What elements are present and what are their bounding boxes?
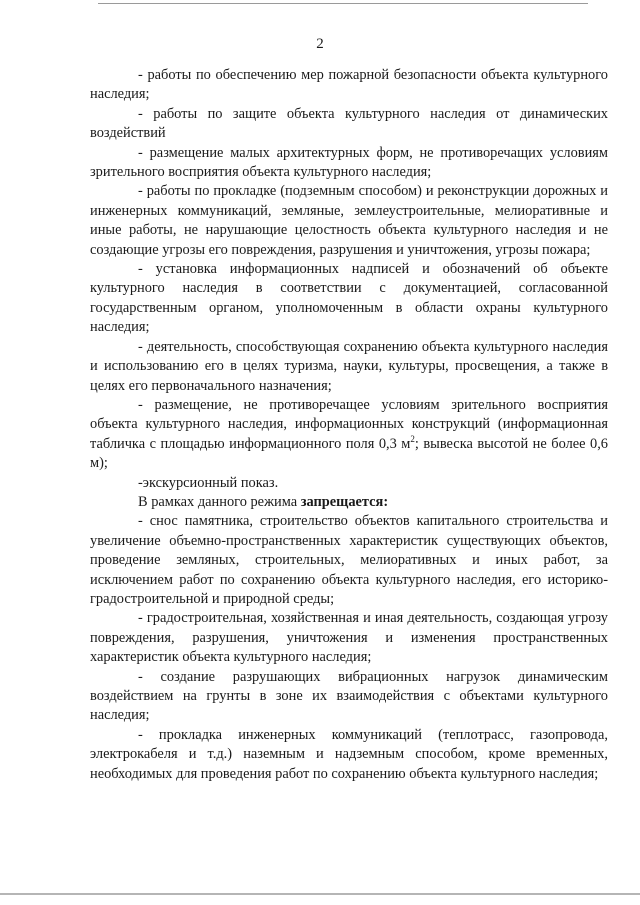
list-item: - деятельность, способствующая сохранению объекта культурного наследия и использованию его в целях туризма, науки, культуры, просвещения, а также в целях его первоначального назначения; — [90, 338, 608, 394]
prohibited-item: - создание разрушающих вибрационных нагрузок динамическим воздействием на грунты в зоне их взаимодействия с объектами культурного наследия; — [90, 668, 608, 724]
list-item: - установка информационных надписей и обозначений об объекте культурного наследия в соответствии с документацией, согласованной государственным органом, уполномоченным в области охраны культурного наследия; — [90, 261, 608, 336]
prohibited-item: - снос памятника, строительство объектов капитального строительства и увеличение объемно-пространственных характеристик существующих объектов, проведение земляных, строительных, мелиоративных и иных работ, за исключением работ по сохранению объекта культурного наследия, его историко-градостроительной и природной среды; — [90, 513, 608, 607]
prohibited-item: - прокладка инженерных коммуникаций (теплотрасс, газопровода, электрокабеля и т.д.) наземным и надземным способом, кроме временных, необходимых для проведения работ по сохранению объекта культурного наследия; — [90, 726, 608, 782]
top-scan-edge — [98, 3, 588, 4]
prohibited-lead: В рамках данного режима — [138, 493, 301, 510]
page-number: 2 — [316, 36, 324, 52]
document-body — [90, 66, 608, 784]
list-item: - работы по обеспечению мер пожарной безопасности объекта культурного наследия; — [90, 67, 608, 103]
list-item: - работы по прокладке (подземным способом) и реконструкции дорожных и инженерных коммуникаций, земляные, землеустроительные, мелиоративные и иные работы, не нарушающие целостность объекта культурного наследия и не создающие угрозы его повреждения, разрушения и уничтожения, угрозы пожара; — [90, 183, 608, 258]
sign-text-after: ; вывеска высотой не более 0,6 м); — [90, 435, 608, 472]
sign-text-before: - размещение, не противоречащее условиям зрительного восприятия объекта культурного наследия, информационных конструкций (информационная табличка с площадью информационного поля 0,3 м — [90, 396, 608, 452]
list-item: - работы по защите объекта культурного наследия от динамических воздействий — [90, 105, 608, 142]
list-item: - размещение малых архитектурных форм, не противоречащих условиям зрительного восприятия объекта культурного наследия; — [90, 144, 608, 181]
sign-superscript: 2 — [410, 433, 415, 444]
bottom-scan-edge — [0, 893, 640, 895]
prohibited-item: - градостроительная, хозяйственная и иная деятельность, создающая угрозу повреждения, разрушения, уничтожения и изменения пространственных характеристик объекта культурного наследия; — [90, 610, 608, 666]
prohibited-heading — [90, 493, 608, 512]
list-item-sign — [90, 396, 608, 474]
list-item-tour: -экскурсионный показ. — [138, 474, 279, 491]
prohibited-bold: запрещается: — [300, 493, 389, 510]
